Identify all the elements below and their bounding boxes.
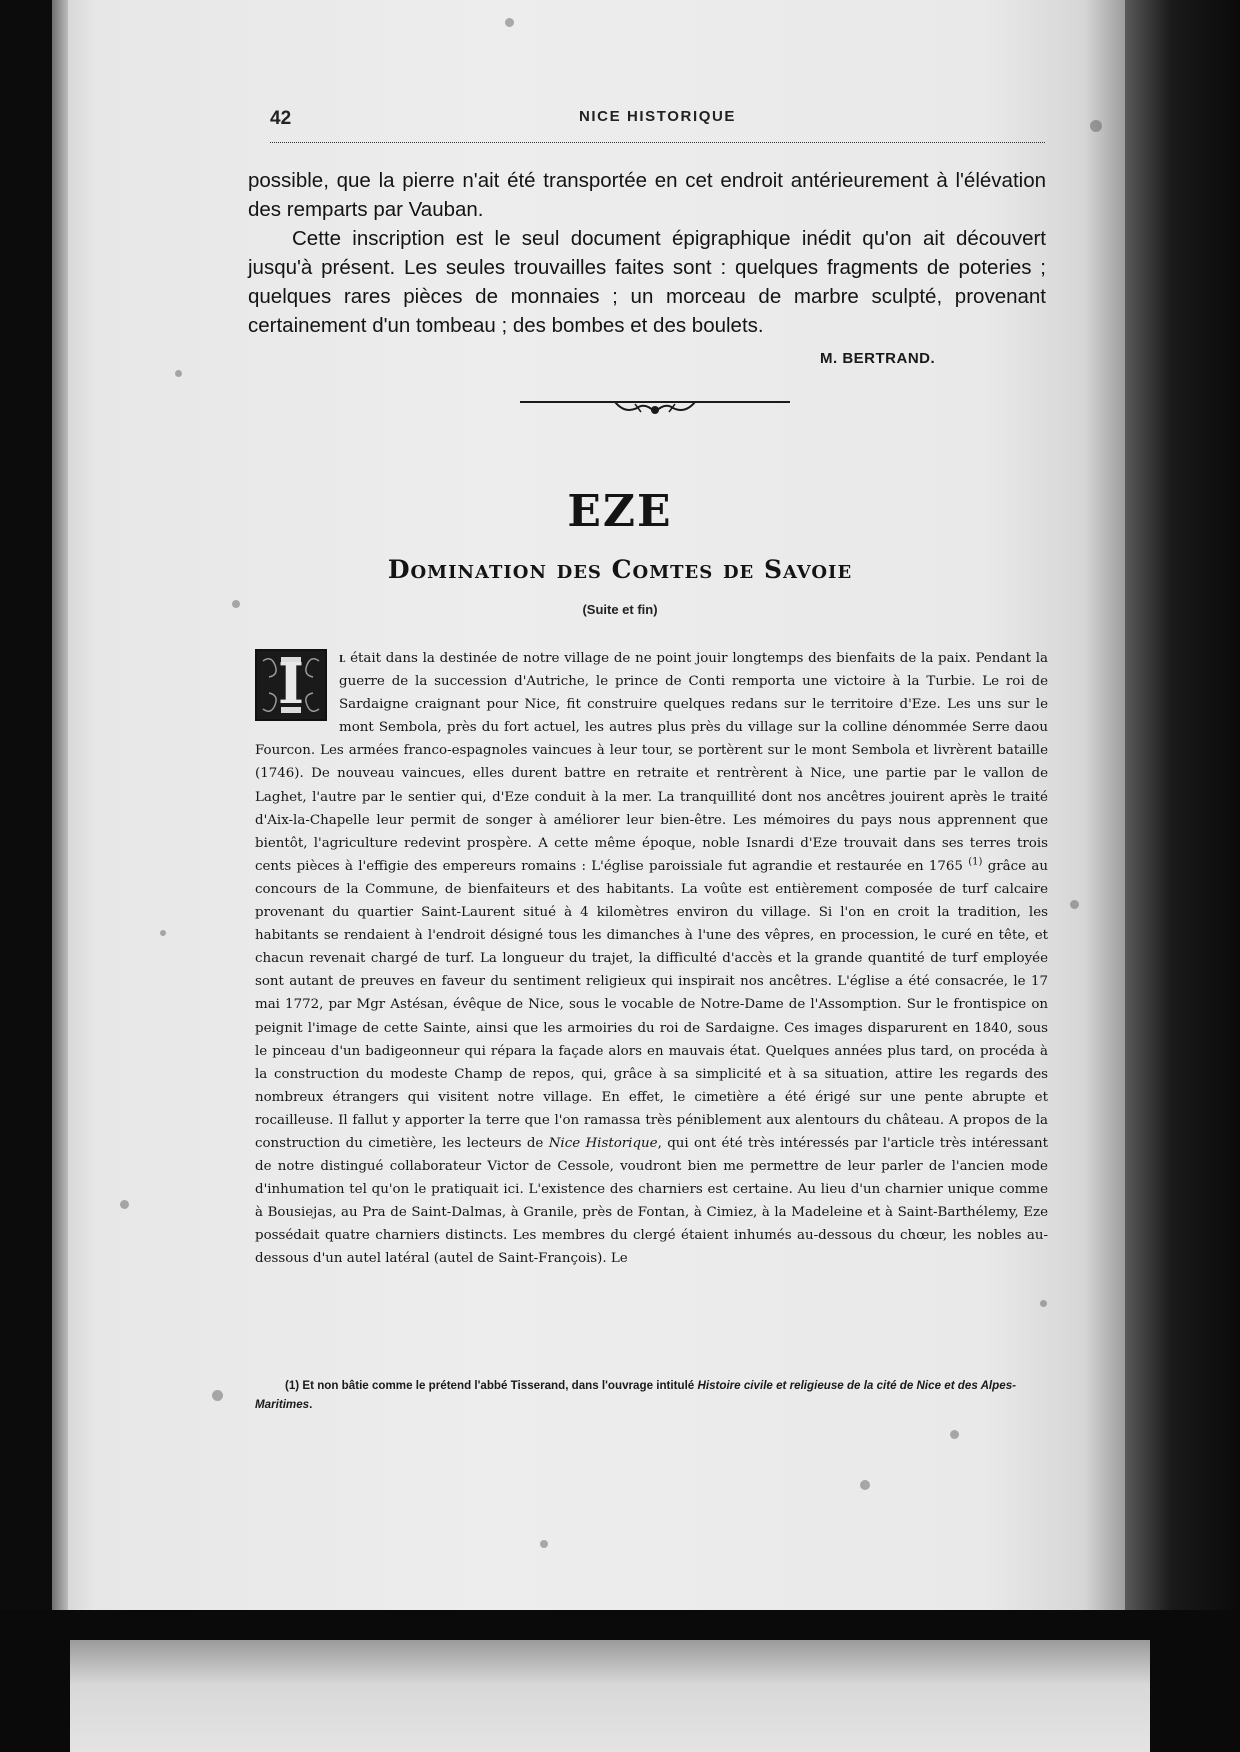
binding-shadow bbox=[1125, 0, 1240, 1610]
body-text-part-1: était dans la destinée de notre village de ne point jouir longtemps des bienfaits de la paix. Pendant la guerre de la succession d'Autriche, le prince de Conti remporta une victoire à la Turbie. Le roi de Sardaigne craignant pour Nice, fit construire quelques redans sur le territoire d'Eze. Les uns sur le mont Sembola, près du fort actuel, les autres plus près du village sur la colline dénommée Serre daou Fourcon. Les armées franco-espagnoles vaincues à leur tour, se portèrent sur le mont Sembola et livrèrent bataille (1746). De nouveau vaincues, elles durent battre en retraite et rentrèrent à Nice, une partie par le vallon de Laghet, l'autre par le sentier qui, d'Eze conduit à la mer. La tranquillité dont nos ancêtres jouirent après le traité d'Aix-la-Chapelle leur permit de songer à améliorer leur bien-être. Les mémoires du pays nous apprennent que bientôt, l'agriculture redevint prospère. A cette même époque, noble Isnardi d'Eze trouvait dans ses terres trois cents pièces à l'effigie des empereurs romains : L'église paroissiale fut agrandie et restaurée en 1765 bbox=[255, 651, 1048, 874]
page-number: 42 bbox=[270, 108, 292, 129]
next-page-edge bbox=[70, 1640, 1150, 1752]
running-title: NICE HISTORIQUE bbox=[578, 108, 737, 125]
journal-name: Nice Historique bbox=[548, 1135, 658, 1151]
body-text-part-3: , qui ont été très intéressés par l'article très intéressant de notre distingué collaborateur Victor de Cessole, voudront bien me permettre de leur parler de l'ancien mode d'inhumation tel qu'on le pratiquait ici. L'existence des charniers est certaine. Au lieu d'un charnier unique comme à Bousiejas, au Pra de Saint-Dalmas, à Granile, près de Fontan, à Cimiez, à la Madeleine et à Saint-Barthélemy, Eze possédait quatre charniers distincts. Les membres du clergé étaient inhumés au-dessous du chœur, les nobles au-dessous d'un autel latéral (autel de Saint-François). Le bbox=[255, 1135, 1048, 1267]
lead-caps: l bbox=[339, 650, 346, 666]
footnote-reference: (1) bbox=[968, 856, 983, 868]
ornament-rule bbox=[520, 390, 790, 430]
previous-paragraph-2: Cette inscription est le seul document épigraphique inédit qu'on ait découvert jusqu'à présent. Les seules trouvailles faites sont : quelques fragments de poteries ; quelques rares pièces de monnaies ; un morceau de marbre sculpté, provenant certainement d'un tombeau ; des bombes et des boulets. bbox=[248, 227, 1046, 337]
footnote-end: . bbox=[309, 1398, 313, 1411]
previous-paragraph-1: possible, que la pierre n'ait été transportée en cet endroit antérieurement à l'élévation des remparts par Vauban. bbox=[248, 169, 1046, 221]
article-body bbox=[255, 647, 1048, 1271]
running-head bbox=[270, 108, 1045, 143]
footnote-text: (1) Et non bâtie comme le prétend l'abbé Tisserand, dans l'ouvrage intitulé bbox=[285, 1379, 698, 1392]
previous-article bbox=[248, 166, 1046, 340]
body-text-part-2: grâce au concours de la Commune, de bienfaiteurs et des habitants. La voûte est entièrement composée de turf calcaire provenant du quartier Saint-Laurent situé à 4 kilomètres environ du village. Si l'on en croit la tradition, les habitants se rendaient à l'endroit désigné tous les dimanches à l'une des vêpres, en procession, le curé en tête, et chacun revenait chargé de turf. La longueur du trajet, la difficulté d'accès et la grande quantité de turf employée sont autant de preuves en faveur du sentiment religieux qui inspirait nos ancêtres. L'église a été consacrée, le 17 mai 1772, par Mgr Astésan, évêque de Nice, sous le vocable de Notre-Dame de l'Assomption. Sur le frontispice on peignit l'image de cette Sainte, ainsi que les armoiries du roi de Sardaigne. Ces images disparurent en 1840, sous le pinceau d'un badigeonneur qui répara la façade alors en mauvais état. Quelques années plus tard, on procéda à la construction du modeste Champ de repos, qui, grâce à sa simplicité et à sa situation, attire les regards des nombreux étrangers qui visitent notre village. En effet, le cimetière a été érigé sur une pente abrupte et rocailleuse. Il fallut y apporter la terre que l'on ramassa très péniblement aux alentours du château. A propos de la construction du cimetière, les lecteurs de bbox=[255, 858, 1048, 1151]
article-title: EZE bbox=[567, 486, 673, 537]
footnote-book-title: Histoire civile et religieuse de la cité de Nice et des Alpes-Maritimes bbox=[255, 1379, 1016, 1411]
article-subtitle: Domination des Comtes de Savoie bbox=[387, 555, 853, 584]
article-continuation-note: (Suite et fin) bbox=[582, 602, 658, 617]
drop-cap-letter: I bbox=[277, 651, 305, 717]
author-signature: M. BERTRAND. bbox=[820, 350, 936, 367]
footnote bbox=[255, 1376, 1048, 1414]
drop-cap bbox=[255, 649, 327, 721]
